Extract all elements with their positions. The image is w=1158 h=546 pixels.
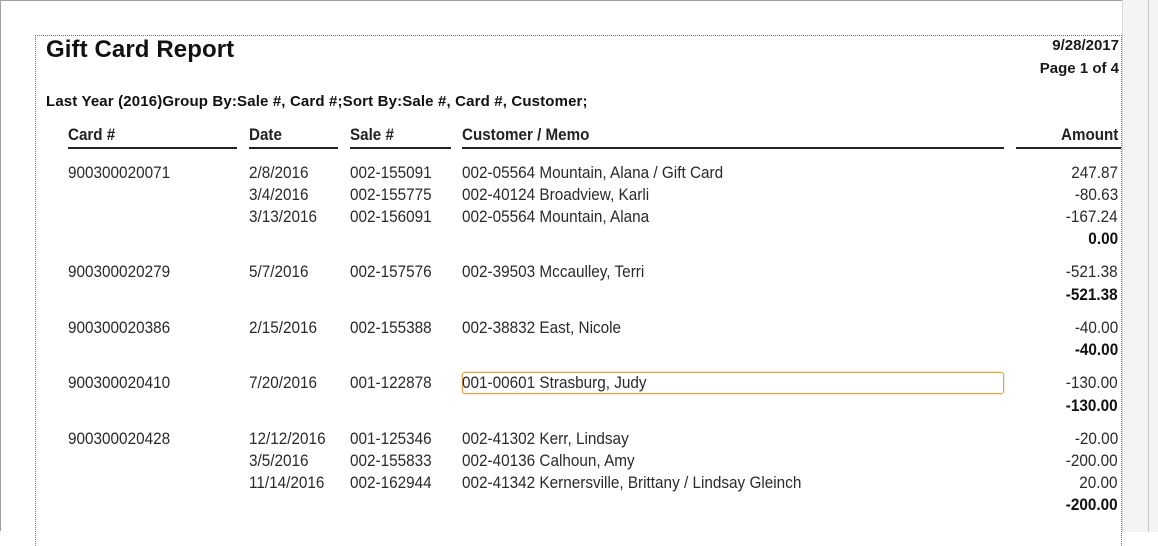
column-header-customer: Customer / Memo — [462, 126, 590, 144]
line-date: 2/8/2016 — [249, 163, 309, 182]
line-amount: -521.38 — [1066, 262, 1118, 281]
column-rule-customer — [462, 147, 1004, 149]
line-sale[interactable]: 002-156091 — [350, 207, 432, 226]
line-amount: -130.00 — [1066, 373, 1118, 392]
line-amount: -40.00 — [1074, 318, 1118, 337]
column-header-amount: Amount — [1060, 126, 1118, 144]
line-sale[interactable]: 002-155091 — [350, 163, 432, 182]
column-rule-amount — [1016, 147, 1121, 149]
line-amount: -167.24 — [1066, 207, 1118, 226]
line-amount: -80.63 — [1074, 185, 1118, 204]
line-amount: -20.00 — [1074, 429, 1118, 448]
line-date: 12/12/2016 — [249, 429, 326, 448]
card-number[interactable]: 900300020386 — [68, 318, 171, 337]
card-number[interactable]: 900300020410 — [68, 373, 171, 392]
line-date: 3/5/2016 — [249, 451, 309, 470]
column-rule-card — [68, 147, 237, 149]
column-rule-date — [249, 147, 338, 149]
report-title: Gift Card Report — [46, 36, 235, 63]
line-sale[interactable]: 002-162944 — [350, 473, 432, 492]
line-date: 7/20/2016 — [249, 373, 318, 392]
group-total: -40.00 — [1074, 340, 1118, 359]
card-number[interactable]: 900300020279 — [68, 262, 171, 281]
column-header-date: Date — [249, 126, 282, 144]
line-date: 3/13/2016 — [249, 207, 318, 226]
column-header-sale: Sale # — [350, 126, 394, 144]
report-criteria: Last Year (2016)Group By:Sale #, Card #;Sort By:Sale #, Card #, Customer; — [46, 93, 588, 110]
line-amount: 20.00 — [1079, 473, 1118, 492]
line-customer[interactable]: 002-41302 Kerr, Lindsay — [462, 429, 629, 448]
line-customer[interactable]: 002-05564 Mountain, Alana — [462, 207, 650, 226]
line-date: 2/15/2016 — [249, 318, 318, 337]
line-customer[interactable]: 002-40136 Calhoun, Amy — [462, 451, 635, 470]
page-number: Page 1 of 4 — [1039, 60, 1119, 77]
line-customer[interactable]: 002-38832 East, Nicole — [462, 318, 622, 337]
line-date: 3/4/2016 — [249, 185, 309, 204]
line-customer[interactable]: 002-39503 Mccaulley, Terri — [462, 262, 645, 281]
line-customer[interactable]: 002-41342 Kernersville, Brittany / Lindsay Gleinch — [462, 473, 802, 492]
line-amount: 247.87 — [1071, 163, 1118, 182]
report-date: 9/28/2017 — [1052, 37, 1119, 54]
line-sale[interactable]: 002-155775 — [350, 185, 432, 204]
line-customer[interactable]: 002-05564 Mountain, Alana / Gift Card — [462, 163, 724, 182]
group-total: -521.38 — [1066, 285, 1118, 304]
line-amount: -200.00 — [1066, 451, 1118, 470]
group-total: -130.00 — [1066, 396, 1118, 415]
line-sale[interactable]: 002-155833 — [350, 451, 432, 470]
report-page — [35, 35, 1122, 546]
group-total: 0.00 — [1088, 229, 1118, 248]
line-customer[interactable]: 001-00601 Strasburg, Judy — [462, 373, 647, 392]
card-number[interactable]: 900300020428 — [68, 429, 171, 448]
line-sale[interactable]: 002-157576 — [350, 262, 432, 281]
line-date: 11/14/2016 — [249, 473, 325, 492]
line-sale[interactable]: 001-125346 — [350, 429, 432, 448]
line-sale[interactable]: 002-155388 — [350, 318, 432, 337]
line-customer[interactable]: 002-40124 Broadview, Karli — [462, 185, 650, 204]
viewer-right-gutter — [1122, 0, 1158, 532]
line-sale[interactable]: 001-122878 — [350, 373, 432, 392]
group-total: -200.00 — [1066, 495, 1118, 514]
card-number[interactable]: 900300020071 — [68, 163, 171, 182]
line-date: 5/7/2016 — [249, 262, 309, 281]
column-rule-sale — [350, 147, 451, 149]
column-header-card: Card # — [68, 126, 116, 144]
viewer-scroll-edge — [1148, 0, 1149, 532]
